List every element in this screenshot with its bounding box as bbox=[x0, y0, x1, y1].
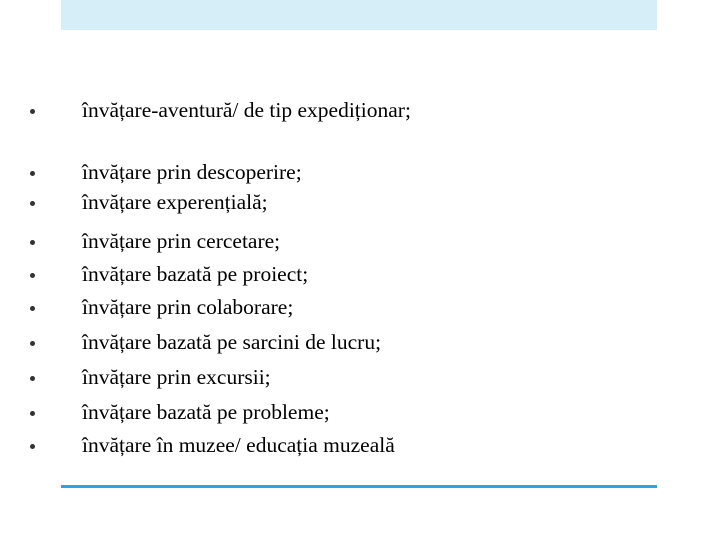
list-item bbox=[0, 95, 720, 125]
list-item bbox=[0, 397, 720, 427]
bullet-dot-icon bbox=[30, 171, 35, 176]
list-item bbox=[0, 157, 720, 187]
list-item bbox=[0, 259, 720, 289]
list-item bbox=[0, 187, 720, 217]
bullet-dot-icon bbox=[30, 341, 35, 346]
list-item-text: învățare bazată pe probleme; bbox=[82, 400, 330, 424]
bullet-dot-icon bbox=[30, 306, 35, 311]
list-item-text: învățare bazată pe proiect; bbox=[82, 262, 309, 286]
bullet-dot-icon bbox=[30, 411, 35, 416]
list-item bbox=[0, 292, 720, 322]
list-item-text: învățare bazată pe sarcini de lucru; bbox=[82, 330, 382, 354]
list-item bbox=[0, 226, 720, 256]
list-item bbox=[0, 327, 720, 357]
list-item bbox=[0, 430, 720, 460]
list-item-text: învățare prin excursii; bbox=[82, 365, 271, 389]
list-item-text: învățare experențială; bbox=[82, 190, 268, 214]
bullet-dot-icon bbox=[30, 444, 35, 449]
list-item bbox=[0, 362, 720, 392]
list-item-text: învățare prin descoperire; bbox=[82, 160, 302, 184]
bullet-dot-icon bbox=[30, 240, 35, 245]
list-item-text: învățare prin cercetare; bbox=[82, 229, 281, 253]
list-item-text: învățare prin colaborare; bbox=[82, 295, 294, 319]
bullet-dot-icon bbox=[30, 109, 35, 114]
header-band bbox=[61, 0, 657, 30]
list-item-text: învățare în muzee/ educația muzeală bbox=[82, 433, 395, 457]
bullet-dot-icon bbox=[30, 201, 35, 206]
list-item-text: învățare-aventură/ de tip expediționar; bbox=[82, 98, 411, 122]
bullet-dot-icon bbox=[30, 273, 35, 278]
bullet-dot-icon bbox=[30, 376, 35, 381]
footer-rule bbox=[61, 485, 657, 488]
